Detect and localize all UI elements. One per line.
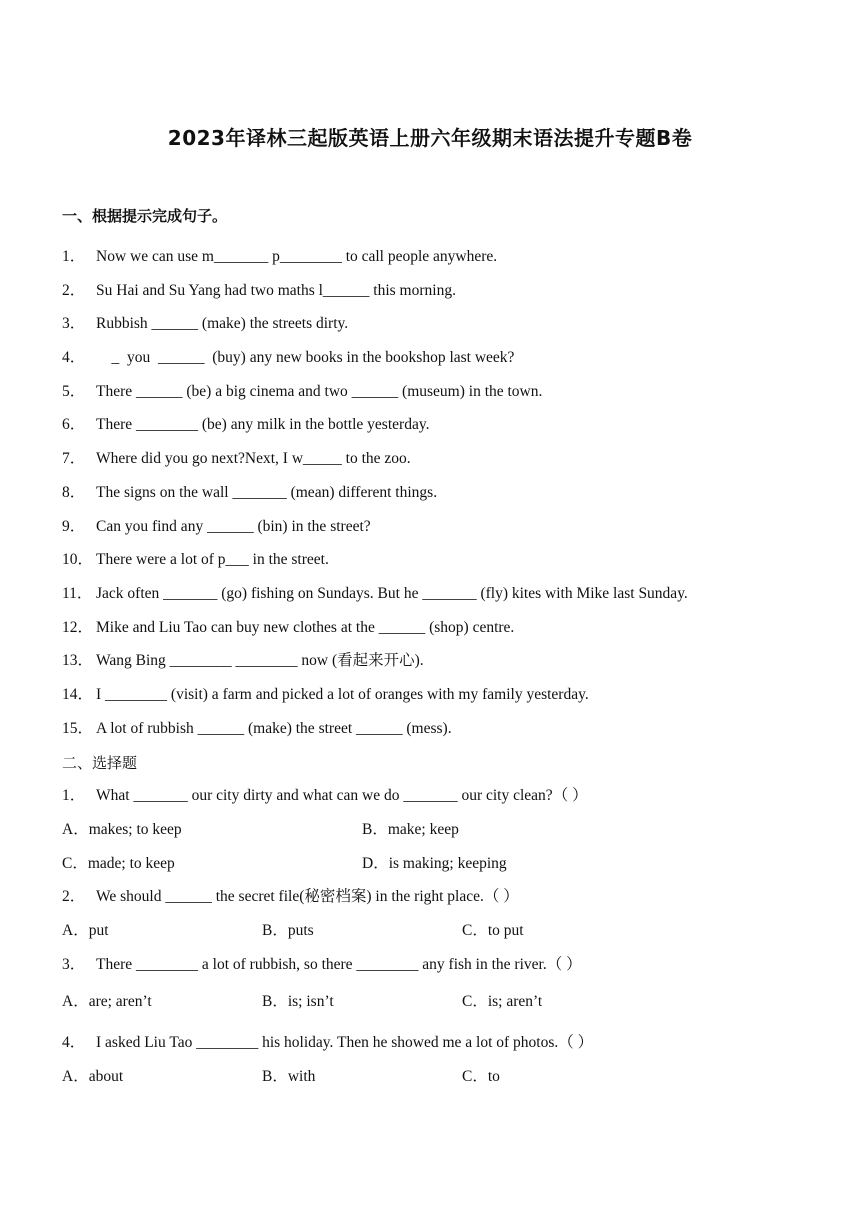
question-text: A lot of rubbish ______ (make) the street ______ (mess). <box>96 720 452 737</box>
option-b: B．puts <box>262 922 314 939</box>
question-number: 8． <box>62 484 86 501</box>
question-number: 7． <box>62 450 86 467</box>
question-number: 2． <box>62 282 86 299</box>
option-a: A．about <box>62 1068 124 1085</box>
question-item <box>62 651 424 671</box>
question-item <box>62 281 456 301</box>
question-text: There ________ a lot of rubbish, so there ________ any fish in the river.（ ） <box>96 956 582 973</box>
choice-question <box>62 1033 593 1053</box>
question-item <box>62 618 514 638</box>
page-title: 2023年译林三起版英语上册六年级期末语法提升专题B卷 <box>167 126 693 150</box>
question-text: There were a lot of p___ in the street. <box>96 551 329 568</box>
question-number: 13． <box>62 652 94 669</box>
question-item <box>62 415 429 435</box>
option-a: A．put <box>62 922 109 939</box>
question-number: 1． <box>62 787 86 804</box>
question-number: 9． <box>62 518 86 535</box>
question-text: Su Hai and Su Yang had two maths l______ this morning. <box>96 282 456 299</box>
section-1-heading: 一、根据提示完成句子。 <box>62 207 228 225</box>
question-number: 6． <box>62 416 86 433</box>
question-text: Can you find any ______ (bin) in the street? <box>96 518 371 535</box>
question-item <box>62 685 589 705</box>
question-text: Rubbish ______ (make) the streets dirty. <box>96 315 349 332</box>
choice-question <box>62 887 519 907</box>
question-text: Mike and Liu Tao can buy new clothes at the ______ (shop) centre. <box>96 619 515 636</box>
question-item <box>62 584 688 604</box>
question-text: Jack often _______ (go) fishing on Sundays. But he _______ (fly) kites with Mike last Sunday. <box>96 585 688 602</box>
question-item <box>62 517 371 537</box>
question-number: 4． <box>62 1034 86 1051</box>
question-text: Where did you go next?Next, I w_____ to the zoo. <box>96 450 411 467</box>
question-item <box>62 449 411 469</box>
question-number: 3． <box>62 315 86 332</box>
question-number: 4． <box>62 349 86 366</box>
question-number: 3． <box>62 956 86 973</box>
option-c: C．made; to keep <box>62 855 175 872</box>
question-text: I ________ (visit) a farm and picked a lot of oranges with my family yesterday. <box>96 686 589 703</box>
question-item <box>62 719 452 739</box>
option-b: B．with <box>262 1068 316 1085</box>
option-d: D．is making; keeping <box>362 855 507 872</box>
question-text: I asked Liu Tao ________ his holiday. Then he showed me a lot of photos.（ ） <box>96 1034 594 1051</box>
question-number: 14． <box>62 686 94 703</box>
choice-question <box>62 786 588 806</box>
question-text: Wang Bing ________ ________ now (看起来开心). <box>96 652 424 669</box>
option-b: B．make; keep <box>362 821 459 838</box>
question-item <box>62 483 437 503</box>
question-text: The signs on the wall _______ (mean) different things. <box>96 484 438 501</box>
option-c: C．is; aren’t <box>462 993 543 1010</box>
question-number: 11． <box>62 585 93 602</box>
question-item <box>62 314 348 334</box>
option-b: B．is; isn’t <box>262 993 334 1010</box>
question-text: What _______ our city dirty and what can we do _______ our city clean?（ ） <box>96 787 588 804</box>
question-text: _ you ______ (buy) any new books in the bookshop last week? <box>96 349 515 366</box>
option-c: C．to <box>462 1068 500 1085</box>
choice-question <box>62 955 582 975</box>
question-text: There ______ (be) a big cinema and two ______ (museum) in the town. <box>96 383 543 400</box>
question-item <box>62 247 497 267</box>
question-item <box>62 382 542 402</box>
question-text: We should ______ the secret file(秘密档案) in the right place.（ ） <box>96 888 519 905</box>
question-number: 12． <box>62 619 94 636</box>
question-number: 1． <box>62 248 86 265</box>
option-a: A．makes; to keep <box>62 821 182 838</box>
question-number: 2． <box>62 888 86 905</box>
question-number: 15． <box>62 720 94 737</box>
question-number: 10． <box>62 551 94 568</box>
question-item <box>62 550 329 570</box>
option-a: A．are; aren’t <box>62 993 152 1010</box>
question-text: There ________ (be) any milk in the bottle yesterday. <box>96 416 430 433</box>
section-2-heading: 二、选择题 <box>62 754 138 772</box>
question-item <box>62 348 514 368</box>
question-text: Now we can use m_______ p________ to call people anywhere. <box>96 248 498 265</box>
option-c: C．to put <box>462 922 524 939</box>
question-number: 5． <box>62 383 86 400</box>
